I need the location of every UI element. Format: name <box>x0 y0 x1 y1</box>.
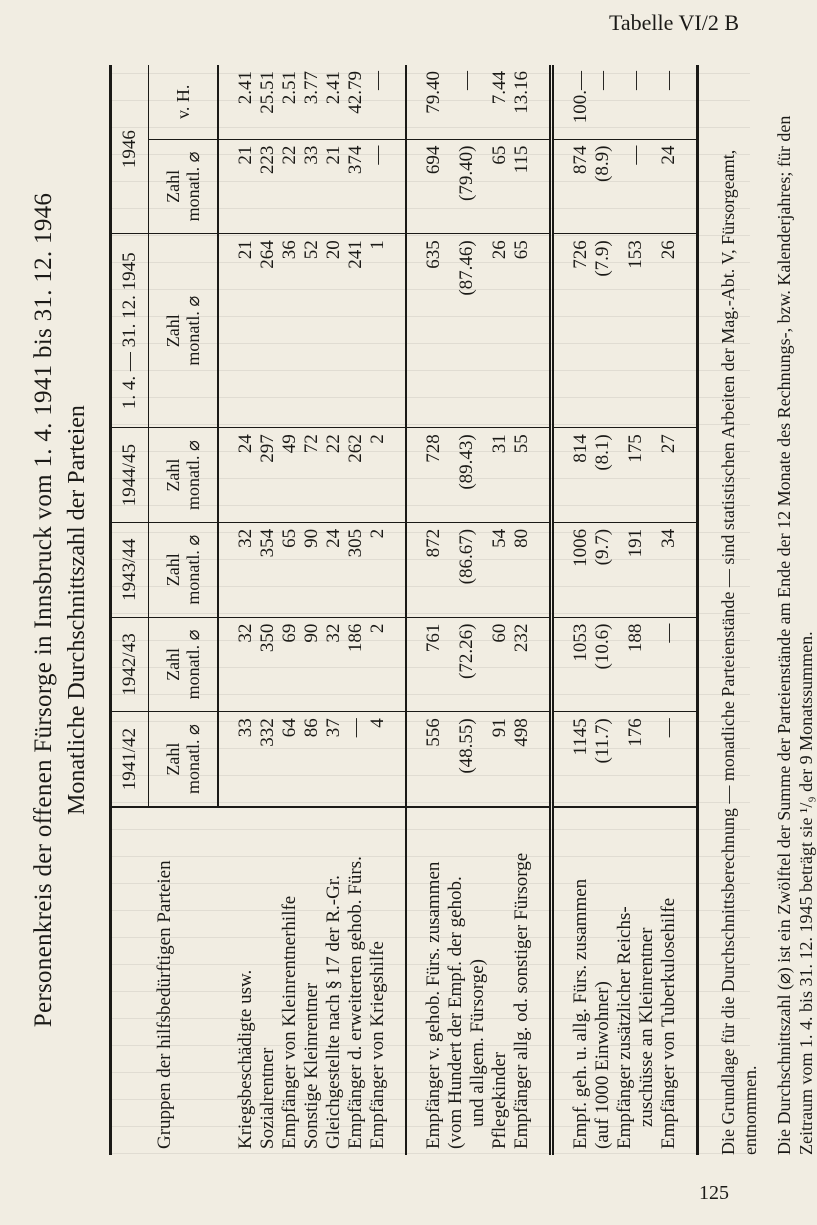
table-row <box>614 65 658 1155</box>
value-cell: 65 <box>279 522 301 617</box>
value-cell: 34 <box>658 522 698 617</box>
subheader-line: Zahl <box>163 647 183 681</box>
page-title: Personenkreis der offenen Fürsorge in Innsbruck vom 1. 4. 1941 bis 31. 12. 1946 <box>30 192 57 1028</box>
value-cell: 32 <box>323 617 345 712</box>
period-header: 1943/44 <box>111 522 149 617</box>
percent-cell: 3.77 <box>301 71 322 105</box>
row-label <box>323 807 345 1155</box>
percent-cell: — <box>456 71 477 90</box>
value-cell: 32 <box>218 617 257 712</box>
row-label <box>279 807 301 1155</box>
percent-cell: 2.51 <box>279 71 300 105</box>
row-label-continuation: und allgem. Fürsorge) <box>467 959 488 1127</box>
subheader-line: monatl. ⌀ <box>183 295 203 366</box>
value-cell: 1145 <box>552 712 593 807</box>
value-cell: 176 <box>614 712 658 807</box>
value-cell: (89.43) <box>445 428 489 523</box>
value-cell: 86 <box>301 712 323 807</box>
period-header: 1942/43 <box>111 617 149 712</box>
row-label <box>301 807 323 1155</box>
value-cell: 2 <box>367 428 406 523</box>
value-cell: 21 <box>218 139 257 234</box>
groups-header: Gruppen der hilfsbedürftigen Parteien <box>111 807 219 1155</box>
value-cell: 2 <box>367 522 406 617</box>
value-cell: 33 <box>218 712 257 807</box>
value-cell: 1 <box>367 234 406 428</box>
value-cell: 726 <box>552 234 593 428</box>
value-cell: 556 <box>406 712 445 807</box>
subheader-line: Zahl <box>163 742 183 776</box>
value-cell: 36 <box>279 234 301 428</box>
value-cell: 498 <box>511 712 552 807</box>
row-label <box>406 807 445 1155</box>
table-row <box>323 65 345 1155</box>
value-cell: — <box>345 712 367 807</box>
row-label-text: Empf. geh. u. allg. Fürs. zusammen <box>570 878 591 1149</box>
value-cell: 60 <box>489 617 511 712</box>
table-row <box>552 65 593 1155</box>
percent-cell: 100.— <box>552 65 593 139</box>
value-cell: 31 <box>489 428 511 523</box>
period-header: 1941/42 <box>111 712 149 807</box>
value-cell: (87.46) <box>445 234 489 428</box>
subheader-line: monatl. ⌀ <box>183 534 203 605</box>
value-cell: 80 <box>511 522 552 617</box>
row-label-text: Empfänger von Kriegshilfe <box>367 941 388 1149</box>
value-cell: (48.55) <box>445 712 489 807</box>
value-cell: 694 <box>406 139 445 234</box>
value-cell: 4 <box>367 712 406 807</box>
value-cell: (8.1) <box>592 428 614 523</box>
value-cell: (72.26) <box>445 617 489 712</box>
value-cell: 26 <box>489 234 511 428</box>
subheader-line: monatl. ⌀ <box>183 629 203 700</box>
row-label-text: Empfänger allg. od. sonstiger Fürsorge <box>511 852 532 1149</box>
percent-cell: 25.51 <box>257 71 278 114</box>
row-label-text: Empfänger von Tuberkulosehilfe <box>658 897 679 1149</box>
footnotes <box>717 65 817 1155</box>
row-label <box>489 807 511 1155</box>
value-cell: (7.9) <box>592 234 614 428</box>
value-cell: 241 <box>345 234 367 428</box>
row-label-text: (auf 1000 Einwohner) <box>592 981 613 1149</box>
percent-header: v. H. <box>149 65 219 139</box>
value-cell: 1006 <box>552 522 593 617</box>
subheader-line: monatl. ⌀ <box>183 724 203 795</box>
row-label-text: Pflegekinder <box>489 1051 510 1149</box>
row-label <box>218 807 257 1155</box>
value-cell: 232 <box>511 617 552 712</box>
percent-cell: 42.79 <box>345 71 366 114</box>
value-cell: 374 <box>345 139 367 234</box>
row-label-text: Sozialrentner <box>257 1047 278 1149</box>
value-cell: 54 <box>489 522 511 617</box>
value-cell: 64 <box>279 712 301 807</box>
value-cell: (9.7) <box>592 522 614 617</box>
value-cell: (11.7) <box>592 712 614 807</box>
value-cell: 814 <box>552 428 593 523</box>
period-header: 1944/45 <box>111 428 149 523</box>
table-row <box>658 65 698 1155</box>
value-cell: 26 <box>658 234 698 428</box>
table-row <box>592 65 614 1155</box>
value-cell: 191 <box>614 522 658 617</box>
row-label <box>658 807 698 1155</box>
value-cell: 297 <box>257 428 279 523</box>
row-label <box>552 807 593 1155</box>
table-row <box>511 65 552 1155</box>
subheader-cell <box>149 617 219 712</box>
row-label-text: (vom Hundert der Empf. der gehob. <box>445 876 466 1149</box>
percent-cell: 7.44 <box>489 71 510 105</box>
period-header: 1. 4. — 31. 12. 1945 <box>111 234 149 428</box>
row-label-continuation: zuschüsse an Kleinrentner <box>636 927 657 1127</box>
period-header: 1946 <box>111 65 149 234</box>
value-cell: (8.9) <box>592 139 614 234</box>
value-cell: 90 <box>301 617 323 712</box>
rotated-page-content <box>30 65 816 1155</box>
value-cell: 24 <box>323 522 345 617</box>
footnote: Die Durchschnittszahl (⌀) ist ein Zwölftel der Summe der Parteienstände am Ende der 12 Monate des Rechnungs-, bzw. Kalenderjahres; für den Zeitraum vom 1. 4. bis 31. 12. 1945 beträgt sie ¹/₉ der 9 Monatssummen. <box>774 115 816 1155</box>
value-cell: 188 <box>614 617 658 712</box>
table-row <box>218 65 257 1155</box>
row-label <box>367 807 406 1155</box>
value-cell: 21 <box>218 234 257 428</box>
value-cell: (86.67) <box>445 522 489 617</box>
value-cell: 305 <box>345 522 367 617</box>
row-label <box>592 807 614 1155</box>
value-cell: 91 <box>489 712 511 807</box>
value-cell: 728 <box>406 428 445 523</box>
subheader-cell <box>149 522 219 617</box>
percent-cell: — <box>592 71 613 90</box>
row-label-text: Gleichgestellte nach § 17 der R.-Gr. <box>323 875 344 1149</box>
value-cell: 22 <box>323 428 345 523</box>
value-cell: 37 <box>323 712 345 807</box>
value-cell: 332 <box>257 712 279 807</box>
subheader-cell <box>149 428 219 523</box>
row-label <box>257 807 279 1155</box>
row-label <box>445 807 489 1155</box>
subheader-cell <box>149 234 219 428</box>
value-cell: 90 <box>301 522 323 617</box>
table-row <box>367 65 406 1155</box>
value-cell: 72 <box>301 428 323 523</box>
row-label-text: Kriegsbeschädigte usw. <box>234 969 256 1149</box>
percent-cell: 2.41 <box>323 71 344 105</box>
table-row <box>301 65 323 1155</box>
subheader-line: monatl. ⌀ <box>183 151 203 222</box>
table-row <box>406 65 445 1155</box>
data-table <box>109 65 699 1155</box>
value-cell: 1053 <box>552 617 593 712</box>
value-cell: 264 <box>257 234 279 428</box>
value-cell: 115 <box>511 139 552 234</box>
value-cell: 69 <box>279 617 301 712</box>
value-cell: 175 <box>614 428 658 523</box>
subheader-line: Zahl <box>163 553 183 587</box>
value-cell: 761 <box>406 617 445 712</box>
table-row <box>489 65 511 1155</box>
value-cell: 27 <box>658 428 698 523</box>
percent-cell: 79.40 <box>406 65 445 139</box>
value-cell: 350 <box>257 617 279 712</box>
percent-cell: 2.41 <box>235 71 256 105</box>
percent-cell: — <box>625 71 646 90</box>
table-row <box>445 65 489 1155</box>
row-label-text: Empfänger von Kleinrentnerhilfe <box>279 895 300 1149</box>
row-label-text: Sonstige Kleinrentner <box>301 982 322 1149</box>
footnote: Die Grundlage für die Durchschnittsberechnung — monatliche Parteienstände — sind statistischen Arbeiten der Mag.-Abt. V, Fürsorgeamt, entnommen. <box>718 149 760 1155</box>
percent-cell: — <box>367 71 388 90</box>
value-cell: 153 <box>614 234 658 428</box>
value-cell: 262 <box>345 428 367 523</box>
title-block <box>30 65 91 1155</box>
value-cell: 21 <box>323 139 345 234</box>
value-cell: 872 <box>406 522 445 617</box>
subheader-cell <box>149 139 219 234</box>
page-number: 125 <box>699 1182 729 1204</box>
value-cell: — <box>658 617 698 712</box>
subheader-line: monatl. ⌀ <box>183 440 203 510</box>
subheader-line: Zahl <box>163 314 183 348</box>
value-cell: — <box>367 139 406 234</box>
value-cell: 52 <box>301 234 323 428</box>
table-body <box>218 65 698 1155</box>
value-cell: (79.40) <box>445 139 489 234</box>
value-cell: — <box>614 139 658 234</box>
value-cell: 354 <box>257 522 279 617</box>
value-cell: 49 <box>279 428 301 523</box>
value-cell: 32 <box>218 522 257 617</box>
subheader-cell <box>149 712 219 807</box>
row-label <box>511 807 552 1155</box>
row-label <box>614 807 658 1155</box>
value-cell: 874 <box>552 139 593 234</box>
value-cell: 65 <box>511 234 552 428</box>
value-cell: 24 <box>658 139 698 234</box>
value-cell: — <box>658 712 698 807</box>
percent-cell: — <box>658 71 679 90</box>
table-row <box>345 65 367 1155</box>
subheader-line: Zahl <box>163 169 183 203</box>
subheader-line: Zahl <box>163 458 183 492</box>
value-cell: 20 <box>323 234 345 428</box>
table-row <box>257 65 279 1155</box>
value-cell: 55 <box>511 428 552 523</box>
value-cell: 223 <box>257 139 279 234</box>
row-label-text: Empfänger zusätzlicher Reichs- <box>614 906 635 1149</box>
row-label-text: Empfänger v. gehob. Fürs. zusammen <box>423 861 444 1149</box>
value-cell: 24 <box>218 428 257 523</box>
page-subtitle: Monatliche Durchschnittszahl der Parteien <box>64 405 90 815</box>
percent-cell: 13.16 <box>511 71 532 114</box>
value-cell: 33 <box>301 139 323 234</box>
value-cell: 186 <box>345 617 367 712</box>
value-cell: 65 <box>489 139 511 234</box>
row-label-text: Empfänger d. erweiterten gehob. Fürs. <box>345 856 366 1149</box>
value-cell: 2 <box>367 617 406 712</box>
table-label: Tabelle VI/2 B <box>608 10 739 35</box>
value-cell: (10.6) <box>592 617 614 712</box>
row-label <box>345 807 367 1155</box>
value-cell: 635 <box>406 234 445 428</box>
table-row <box>279 65 301 1155</box>
value-cell: 22 <box>279 139 301 234</box>
